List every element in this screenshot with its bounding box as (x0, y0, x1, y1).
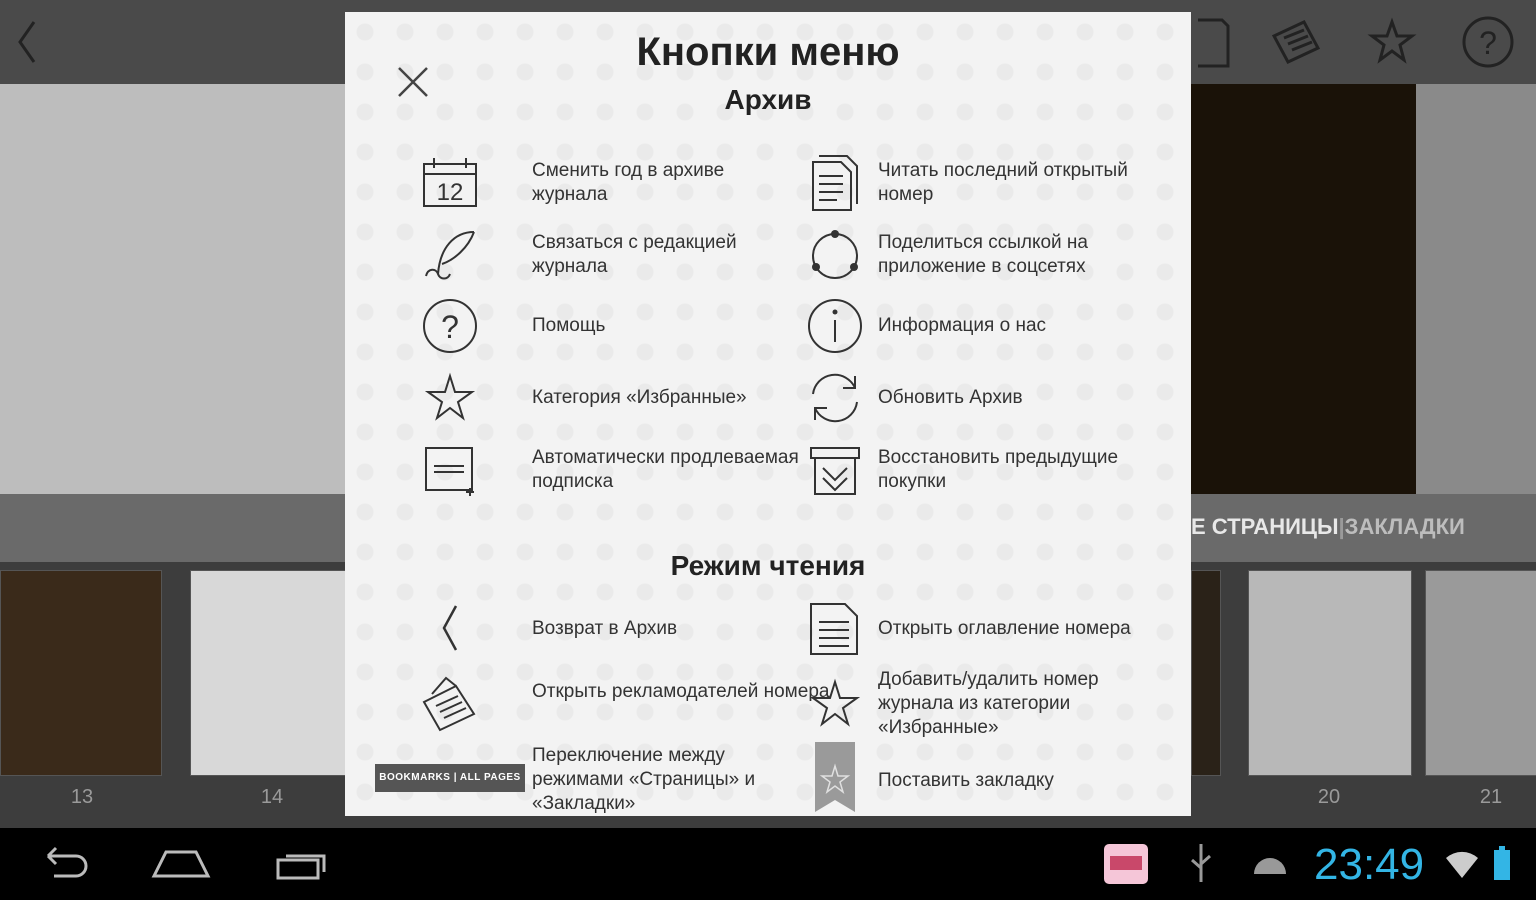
item-label: Помощь (532, 315, 606, 336)
item-label: Переключение между режимами «Страницы» и «Закладки» (532, 745, 756, 814)
item-label: Открыть оглавление номера (878, 618, 1131, 639)
app-notification-icon (1100, 838, 1152, 890)
dialog-title: Кнопки меню (636, 30, 900, 74)
star-icon[interactable] (1364, 14, 1420, 70)
svg-text:?: ? (1479, 25, 1497, 61)
contents-icon[interactable] (1196, 14, 1252, 70)
back-icon[interactable] (34, 838, 90, 890)
item-label: Поставить закладку (878, 770, 1054, 791)
thumbnail-number: 13 (70, 786, 94, 808)
android-debug-icon (1250, 838, 1290, 890)
item-label: Связаться с редакцией журнала (532, 232, 737, 277)
advertisers-icon[interactable] (1268, 14, 1324, 70)
star-icon (418, 366, 482, 430)
share-icon (803, 224, 867, 288)
recent-apps-icon[interactable] (274, 838, 332, 890)
tab-bookmarks[interactable]: ЗАКЛАДКИ (1344, 514, 1465, 539)
info-icon (803, 294, 867, 358)
help-icon[interactable] (1460, 14, 1516, 70)
refresh-icon (803, 366, 867, 430)
home-icon[interactable] (150, 838, 212, 890)
star-icon (803, 672, 867, 736)
item-label: Сменить год в архиве журнала (532, 160, 725, 205)
mode-tabs: Е СТРАНИЦЫ|ЗАКЛАДКИ (1191, 514, 1465, 539)
back-chevron-icon (418, 596, 482, 660)
svg-text:?: ? (441, 309, 459, 345)
restore-purchases-icon (803, 438, 867, 502)
thumbnail-number: 14 (260, 786, 284, 808)
status-clock: 23:49 (1314, 840, 1425, 889)
subscription-icon (418, 438, 482, 502)
battery-icon (1490, 838, 1514, 890)
item-label: Категория «Избранные» (532, 387, 747, 408)
item-label: Возврат в Архив (532, 618, 678, 639)
quill-icon (418, 224, 482, 288)
document-icon (803, 152, 867, 216)
item-label: Добавить/удалить номер журнала из категории «Избранные» (878, 669, 1099, 738)
back-chevron-icon[interactable] (6, 14, 62, 70)
item-label: Открыть рекламодателей номера (532, 681, 830, 702)
item-label: Автоматически продлеваемая подписка (532, 447, 799, 492)
menu-buttons-dialog (345, 12, 1191, 816)
calendar-icon (418, 152, 482, 216)
calendar-year-text: 12 (436, 179, 464, 206)
system-navigation-bar (0, 828, 1536, 900)
page-image-far (1416, 84, 1536, 494)
thumbnail-number: 21 (1479, 786, 1503, 808)
thumbnail-number: 20 (1317, 786, 1341, 808)
thumbnail[interactable] (1425, 570, 1536, 776)
tab-pages[interactable]: Е СТРАНИЦЫ (1191, 514, 1339, 539)
item-label: Читать последний открытый номер (878, 160, 1128, 205)
thumbnail[interactable] (1248, 570, 1412, 776)
page-image-right (1191, 84, 1416, 494)
help-icon (418, 294, 482, 358)
item-label: Информация о нас (878, 315, 1047, 336)
advertisers-icon (418, 672, 482, 736)
section-title-archive: Архив (724, 84, 812, 115)
item-label: Восстановить предыдущие покупки (878, 447, 1119, 492)
item-label: Обновить Архив (878, 387, 1023, 408)
bookmark-icon (803, 742, 867, 816)
section-title-reading-mode: Режим чтения (670, 550, 866, 581)
thumbnail[interactable] (0, 570, 162, 776)
page-image-left (0, 84, 345, 494)
thumbnail[interactable] (1191, 570, 1221, 776)
item-label: Поделиться ссылкой на приложение в соцсетях (878, 232, 1088, 277)
wifi-icon (1444, 838, 1480, 890)
thumbnail[interactable] (190, 570, 347, 776)
contents-icon (803, 596, 867, 660)
usb-icon (1186, 838, 1216, 890)
pages-bookmarks-toggle-icon: BOOKMARKS | ALL PAGES (375, 764, 525, 792)
